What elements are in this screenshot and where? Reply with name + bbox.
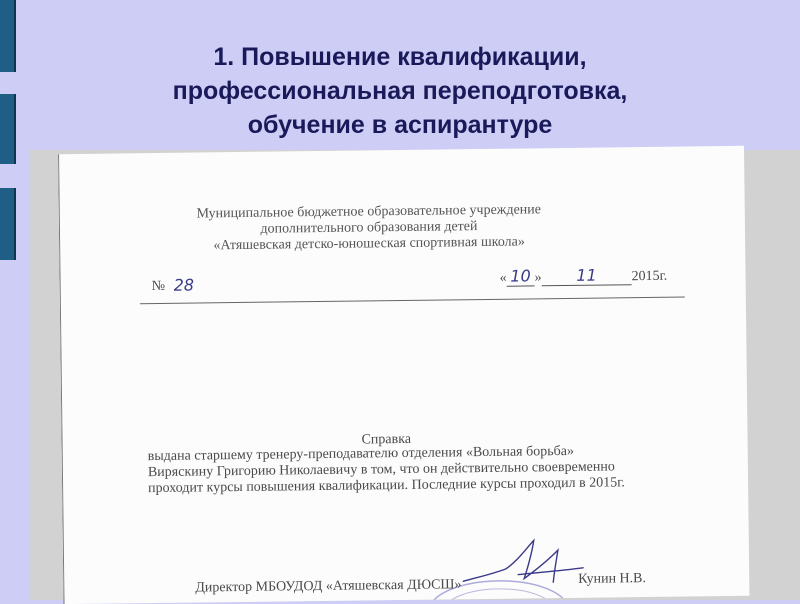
director-signature-icon [458, 538, 589, 590]
slide-title [60, 40, 740, 142]
organization-line-3: «Атяшевская детско-юношеская спортивная школа» [213, 234, 525, 254]
side-bar-decoration-middle [0, 94, 16, 164]
paper-edge [58, 154, 64, 604]
slide-title-line-2: профессиональная переподготовка, [172, 77, 628, 105]
date-month: 11 [541, 265, 631, 286]
organization-header [119, 201, 620, 255]
certificate-body-line-1: выдана старшему тренеру-преподавателю отделения «Вольная борьба» [147, 443, 575, 465]
director-title: Директор МБОУДОД «Атяшевская ДЮСШ» [195, 577, 462, 596]
date-day: 10 [506, 266, 534, 286]
document-date [499, 265, 667, 287]
certificate-body [148, 442, 709, 497]
date-close-quote: » [534, 270, 542, 286]
date-year: 2015г. [631, 268, 668, 285]
slide-title-line-1: 1. Повышение квалификации, [213, 43, 587, 71]
organization-line-2: дополнительного образования детей [260, 219, 478, 237]
certificate-body-line-3: проходит курсы повышения квалификации. Последние курсы проходил в 2015г. [148, 475, 625, 497]
date-open-quote: « [499, 270, 507, 286]
director-name: Кунин Н.В. [578, 571, 647, 587]
document-number-value: 28 [173, 275, 195, 295]
side-bar-decoration-top [0, 0, 16, 72]
document-number-label: № [151, 278, 166, 295]
certificate-body-line-2: Виряскину Григорию Николаевичу в том, что он действительно своевременно [147, 459, 615, 481]
organization-line-1: Муниципальное бюджетное образовательное учреждение [196, 202, 542, 222]
side-bar-decoration-bottom [0, 188, 16, 260]
header-divider-line [140, 297, 685, 305]
scanned-certificate-page [58, 146, 749, 604]
slide-title-line-3: обучение в аспирантуре [247, 111, 553, 139]
scanned-document-frame [30, 150, 800, 600]
certificate-heading: Справка [361, 431, 412, 448]
